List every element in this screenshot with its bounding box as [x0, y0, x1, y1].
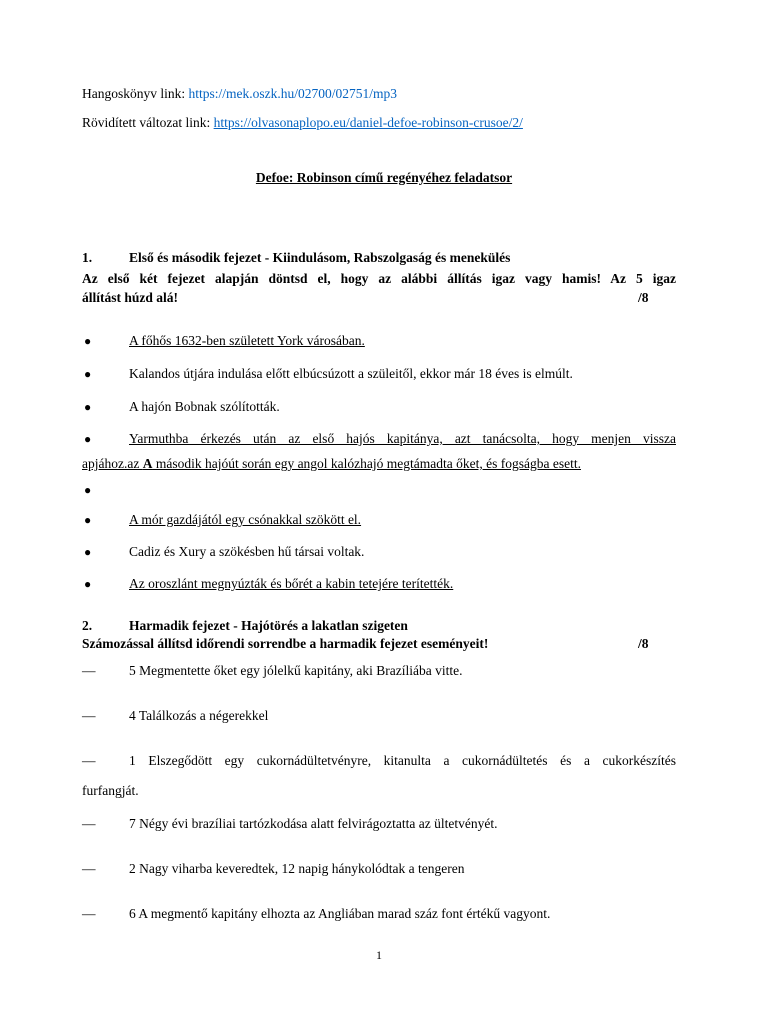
bullet-icon: ●: [84, 432, 92, 446]
event-1: 5 Megmentette őket egy jólelkű kapitány, aki Brazíliába vitte.: [129, 663, 463, 678]
statement-3: A hajón Bobnak szólították.: [129, 399, 280, 414]
bullet-icon: ●: [84, 400, 92, 414]
statement-4-part-b: A: [142, 456, 153, 471]
section-1-instruction-line-1: Az első két fejezet alapján döntsd el, hogy az alábbi állítás igaz vagy hamis! Az 5 igaz: [82, 271, 676, 286]
event-6: 6 A megmentő kapitány elhozta az Angliában marad száz font értékű vagyont.: [129, 906, 551, 921]
bullet-icon: ●: [84, 483, 92, 497]
statement-6: Cadiz és Xury a szökésben hű társai voltak.: [129, 544, 365, 559]
section-1-heading: Első és második fejezet - Kiindulásom, Rabszolgaság és menekülés: [129, 250, 511, 265]
bullet-icon: ●: [84, 334, 92, 348]
event-2: 4 Találkozás a négerekkel: [129, 708, 269, 723]
section-2-score: /8: [638, 636, 649, 651]
section-2-instruction: Számozással állítsd időrendi sorrendbe a harmadik fejezet eseményeit!: [82, 636, 489, 651]
section-1-score: /8: [638, 290, 649, 305]
event-3-line-1: 1 Elszegődött egy cukornádültetvényre, kitanulta a cukornádültetés és a cukorkészítés: [129, 753, 676, 768]
section-2-number: 2.: [82, 618, 93, 633]
bullet-icon: ●: [84, 545, 92, 559]
statement-4-line-2: [82, 456, 581, 472]
statement-4-part-a: apjához.az: [82, 456, 143, 471]
dash-icon: —: [82, 906, 96, 921]
audiobook-link[interactable]: https://mek.oszk.hu/02700/02751/mp3: [188, 86, 397, 101]
dash-icon: —: [82, 753, 96, 768]
statement-4-part-c: második hajóút során egy angol kalózhajó megtámadta őket, és fogságba esett.: [152, 456, 581, 471]
event-5: 2 Nagy viharba keveredtek, 12 napig hánykolódtak a tengeren: [129, 861, 465, 876]
section-2-heading: Harmadik fejezet - Hajótörés a lakatlan szigeten: [129, 618, 408, 633]
audiobook-link-line: [82, 86, 397, 102]
short-version-link[interactable]: https://olvasonaplopo.eu/daniel-defoe-robinson-crusoe/2/: [213, 115, 523, 130]
statement-5: A mór gazdájától egy csónakkal szökött el.: [129, 512, 362, 527]
dash-icon: —: [82, 663, 96, 678]
bullet-icon: ●: [84, 513, 92, 527]
document-title: Defoe: Robinson című regényéhez feladatsor: [255, 170, 513, 185]
event-4: 7 Négy évi brazíliai tartózkodása alatt felvirágoztatta az ültetvényét.: [129, 816, 498, 831]
event-3-line-2: furfangját.: [82, 783, 139, 798]
dash-icon: —: [82, 708, 96, 723]
statement-2: Kalandos útjára indulása előtt elbúcsúzott a szüleitől, ekkor már 18 éves is elmúlt.: [129, 366, 573, 381]
dash-icon: —: [82, 861, 96, 876]
statement-7: Az oroszlánt megnyúzták és bőrét a kabin tetejére terítették.: [129, 576, 454, 591]
statement-4-line-1: Yarmuthba érkezés után az első hajós kapitánya, azt tanácsolta, hogy menjen vissza: [129, 431, 676, 446]
bullet-icon: ●: [84, 367, 92, 381]
short-version-link-line: [82, 115, 523, 131]
dash-icon: —: [82, 816, 96, 831]
bullet-icon: ●: [84, 577, 92, 591]
short-version-link-label: Rövidített változat link:: [82, 115, 214, 130]
page-number: 1: [376, 948, 382, 962]
audiobook-link-label: Hangoskönyv link:: [82, 86, 189, 101]
section-1-instruction-line-2: állítást húzd alá!: [82, 290, 179, 305]
statement-1: A főhős 1632-ben született York városában.: [129, 333, 365, 348]
section-1-number: 1.: [82, 250, 93, 265]
